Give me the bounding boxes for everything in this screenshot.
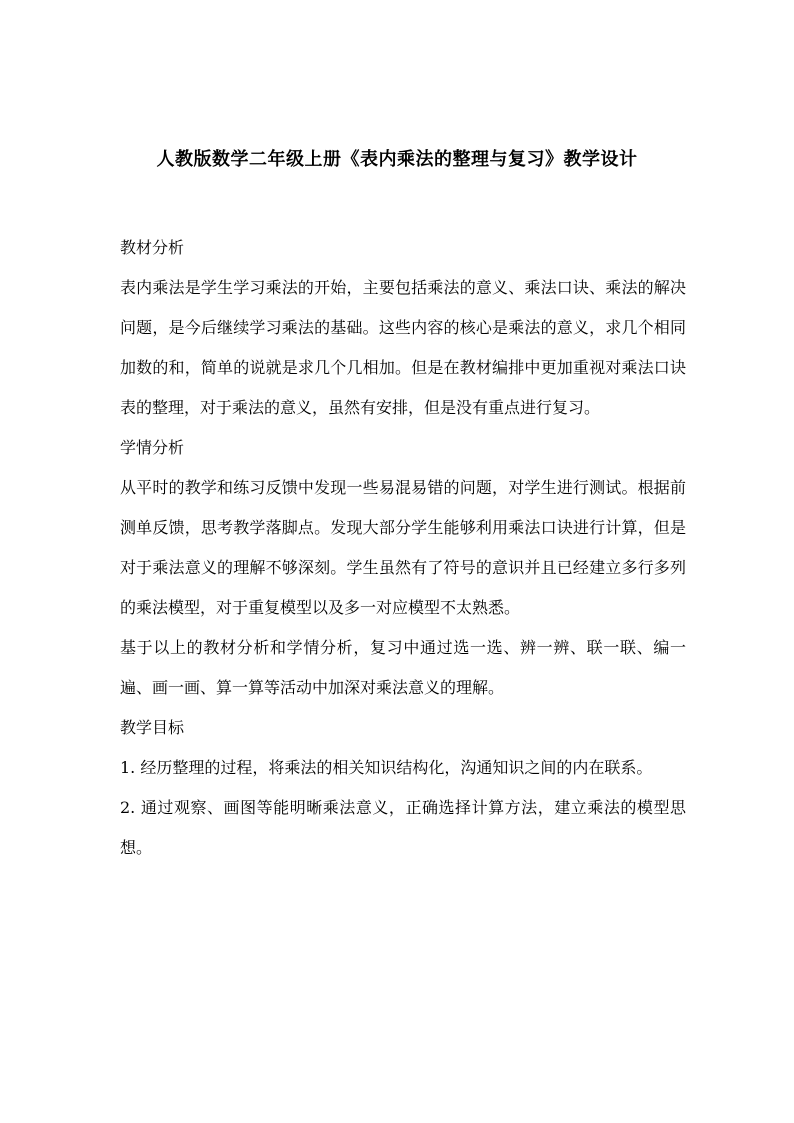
section-heading-teaching-goals: 教学目标 — [120, 718, 185, 737]
material-analysis-paragraph: 表内乘法是学生学习乘法的开始，主要包括乘法的意义、乘法口诀、乘法的解决问题，是今后继续学习乘法的基础。这些内容的核心是乘法的意义，求几个相同加数的和，简单的说就是求几个几相加。但是在教材编排中更加重视对乘法口诀表的整理，对于乘法的意义，虽然有安排，但是没有重点进行复习。 — [120, 278, 686, 417]
learning-analysis-paragraph: 从平时的教学和练习反馈中发现一些易混易错的问题，对学生进行测试。根据前测单反馈，思考教学落脚点。发现大部分学生能够利用乘法口诀进行计算，但是对于乘法意义的理解不够深刻。学生虽然有了符号的意识并且已经建立多行多列的乘法模型，对于重复模型以及多一对应模型不太熟悉。 — [120, 478, 686, 617]
teaching-goal-1: 1. 经历整理的过程，将乘法的相关知识结构化，沟通知识之间的内在联系。 — [120, 758, 653, 777]
section-heading-learning-analysis: 学情分析 — [120, 438, 185, 457]
section-heading-material-analysis: 教材分析 — [120, 238, 185, 257]
document-title: 人教版数学二年级上册《表内乘法的整理与复习》教学设计 — [156, 149, 638, 170]
document-body — [120, 228, 686, 868]
summary-paragraph: 基于以上的教材分析和学情分析，复习中通过选一选、辨一辨、联一联、编一遍、画一画、算一算等活动中加深对乘法意义的理解。 — [120, 638, 686, 697]
teaching-goal-2: 2. 通过观察、画图等能明晰乘法意义，正确选择计算方法，建立乘法的模型思想。 — [120, 798, 686, 857]
